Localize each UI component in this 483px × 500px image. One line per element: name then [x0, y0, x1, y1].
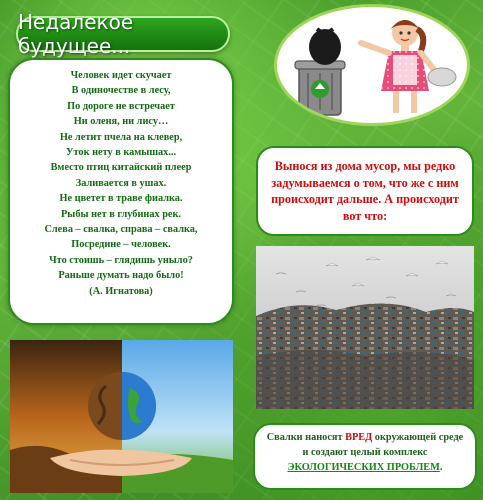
poem-line: Не цветет в траве фиалка. [59, 193, 183, 205]
warning-text: Вынося из дома мусор, мы редко задумываемся о том, что же с ним происходит дальше. А происходит вот что: [271, 159, 459, 223]
poem-panel [8, 58, 234, 325]
poem-line: Не летит пчела на клевер, [59, 131, 183, 143]
earth-image [10, 340, 233, 493]
poem-line: В одиночестве в лесу, [71, 85, 171, 97]
poem-line: По дороге не встречает [67, 100, 175, 112]
landfill-image [256, 246, 474, 409]
poem-line: Заливается в ушах. [75, 177, 167, 189]
poem-line: Уток нету в камышах... [65, 147, 177, 159]
poem-line: Раньше думать надо было! [58, 270, 184, 282]
poem-author: (А. Игнатова) [89, 285, 153, 297]
poem-line: Рыбы нет в глубинах рек. [61, 208, 181, 220]
page-title: Недалекое будущее... [16, 16, 230, 52]
poem-line: Слева – свалка, справа – свалка, [44, 224, 198, 236]
conclusion-panel [253, 423, 477, 490]
conclusion-highlight-harm: ВРЕД [345, 432, 373, 443]
trash-woman-drawing [277, 7, 467, 123]
poem-line: Человек идет скучает [70, 70, 172, 81]
poem-line: Ни оленя, ни лису… [73, 116, 169, 128]
conclusion-text-3: . [439, 461, 443, 473]
conclusion-text-2: окружающей среде и создают целый комплекс [302, 432, 464, 458]
trash-woman-illustration [274, 4, 470, 126]
conclusion-highlight-problems: ЭКОЛОГИЧЕСКИХ ПРОБЛЕМ [287, 461, 440, 473]
conclusion-text-1: Свалки наносят [266, 432, 346, 443]
landfill-photo [256, 246, 474, 409]
poem-line: Посредине – человек. [71, 239, 171, 251]
warning-panel [256, 146, 474, 236]
earth-in-hands-photo [10, 340, 233, 493]
poem-line: Вместо птиц китайский плеер [50, 162, 192, 174]
poem-line: Что стоишь – глядишь уныло? [49, 254, 193, 266]
